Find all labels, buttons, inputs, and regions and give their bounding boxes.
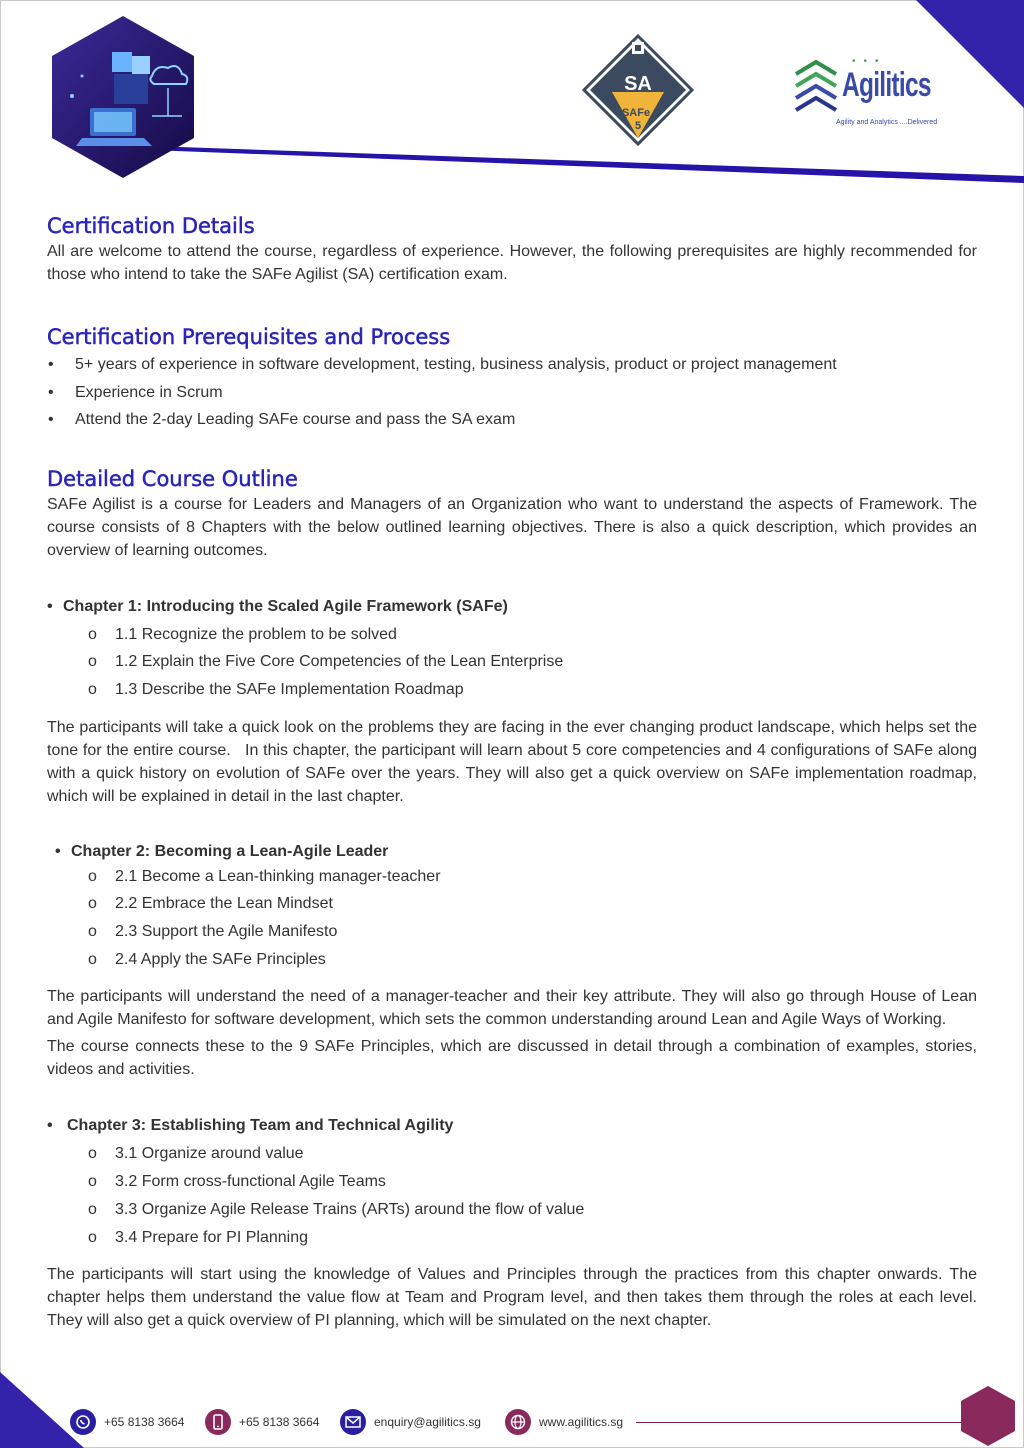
footer-phone-number: +65 8138 3664 — [239, 1415, 320, 1429]
chapter-3-description: The participants will start using the knowledge of Values and Principles through the practices from this chapter onwards. The chapter helps them understand the value flow at Team and Program level, and then takes them through the roles at each level. They will also get a quick overview of PI planning, which will be simulated on the next chapter. — [47, 1266, 977, 1330]
badge-version-label: 5 — [634, 120, 642, 132]
chapter-topic: o 1.1 Recognize the problem to be solved — [47, 621, 977, 649]
chapter-topic: o 3.1 Organize around value — [47, 1140, 977, 1168]
footer-whatsapp[interactable] — [70, 1408, 184, 1436]
chapter-2-title: • Chapter 2: Becoming a Lean-Agile Leader — [55, 840, 977, 863]
chapter-topic: o 1.2 Explain the Five Core Competencies of the Lean Enterprise — [47, 648, 977, 676]
brand-name: Agilitics — [842, 66, 931, 104]
course-outline-heading: Detailed Course Outline — [47, 466, 298, 491]
prerequisite-item: • Experience in Scrum — [47, 379, 977, 407]
footer-email-address: enquiry@agilitics.sg — [374, 1415, 481, 1429]
certification-details-heading: Certification Details — [47, 214, 255, 238]
chapter-3-topics — [47, 1140, 977, 1251]
whatsapp-icon — [70, 1409, 96, 1435]
badge-sa-label: SA — [624, 73, 652, 95]
chapter-1-topics — [47, 621, 977, 704]
prerequisite-item: • 5+ years of experience in software development, testing, business analysis, product or project management — [47, 351, 977, 379]
chapter-topic: o 3.4 Prepare for PI Planning — [47, 1224, 977, 1252]
chapter-1-description: The participants will take a quick look on the problems they are facing in the ever changing product landscape, which helps set the tone for the entire course. In this chapter, the participant will learn about 5 core competencies and 4 configurations of SAFe along with a quick history on evolution of SAFe over the years. They will also get a quick overview on SAFe implementation roadmap, which will be explained in detail in the last chapter. — [47, 718, 982, 805]
prerequisites-list — [47, 351, 977, 434]
footer-whatsapp-number: +65 8138 3664 — [104, 1415, 185, 1429]
chapter-3-title: • Chapter 3: Establishing Team and Technical Agility — [47, 1114, 977, 1137]
chapter-1-title: • Chapter 1: Introducing the Scaled Agile Framework (SAFe) — [47, 595, 977, 618]
prerequisites-heading: Certification Prerequisites and Process — [47, 325, 451, 349]
main-content — [47, 212, 982, 1332]
sa-certification-badge — [582, 34, 694, 146]
header-divider-line — [150, 146, 1024, 183]
agilitics-logo-mark — [792, 56, 840, 118]
chapter-topic: o 2.4 Apply the SAFe Principles — [47, 946, 977, 974]
hexagon-tech-illustration — [52, 16, 194, 178]
prerequisite-item: • Attend the 2-day Leading SAFe course and pass the SA exam — [47, 406, 977, 434]
footer-website-url: www.agilitics.sg — [539, 1415, 624, 1429]
logo-dots: ••• — [852, 56, 887, 67]
chapter-topic: o 2.1 Become a Lean-thinking manager-teacher — [47, 863, 977, 891]
chapter-topic: o 1.3 Describe the SAFe Implementation Roadmap — [47, 676, 977, 704]
mobile-phone-icon — [205, 1409, 231, 1435]
badge-safe-label: SAFe — [621, 107, 651, 119]
chapter-topic: o 2.3 Support the Agile Manifesto — [47, 918, 977, 946]
chapter-2-description: The participants will understand the need of a manager-teacher and their key attribute. They will also go through House of Lean and Agile Manifesto for software development, which sets the common understanding around Lean and Agile Ways of Working. — [47, 988, 977, 1029]
footer-email[interactable] — [340, 1408, 481, 1436]
chapter-topic: o 2.2 Embrace the Lean Mindset — [47, 890, 977, 918]
email-icon — [340, 1409, 366, 1435]
footer-website[interactable] — [505, 1408, 623, 1436]
chapter-topic: o 3.3 Organize Agile Release Trains (ARTs) around the flow of value — [47, 1196, 977, 1224]
chapter-topic: o 3.2 Form cross-functional Agile Teams — [47, 1168, 977, 1196]
chapter-2-description-2: The course connects these to the 9 SAFe Principles, which are discussed in detail through a combination of examples, stories, videos and activities. — [47, 1038, 977, 1079]
footer-contacts — [70, 1408, 970, 1438]
globe-icon — [505, 1409, 531, 1435]
footer-phone[interactable] — [205, 1408, 319, 1436]
chapter-2-topics — [47, 863, 977, 974]
course-outline-intro: SAFe Agilist is a course for Leaders and Managers of an Organization who want to understand the aspects of Framework. The course consists of 8 Chapters with the below outlined learning objectives. There is also a quick description, which provides an overview of learning outcomes. — [47, 495, 977, 559]
brand-tagline: Agility and Analytics ....Delivered — [836, 119, 938, 126]
certification-details-body: All are welcome to attend the course, regardless of experience. However, the following prerequisites are highly recommended for those who intend to take the SAFe Agilist (SA) certification exam. — [47, 243, 977, 283]
agilitics-logo — [792, 56, 952, 132]
